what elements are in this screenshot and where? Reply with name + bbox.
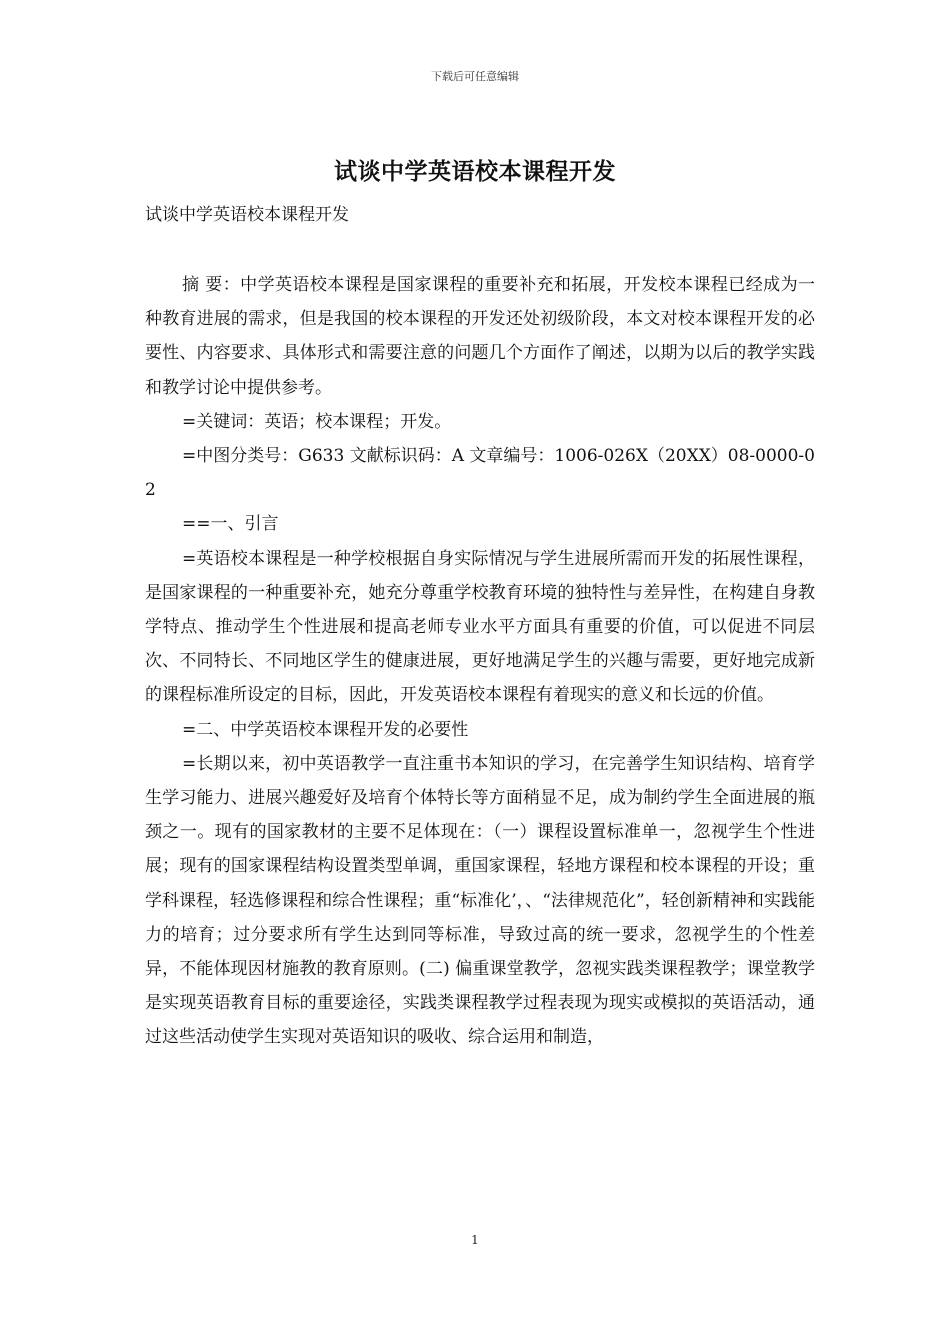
paragraph-classification: =中图分类号：G633 文献标识码：A 文章编号：1006-026X（20XX）08-0000-02 bbox=[145, 446, 815, 501]
paragraph-necessity: =长期以来，初中英语教学一直注重书本知识的学习，在完善学生知识结构、培育学生学习能力、进展兴趣爱好及培育个体特长等方面稍显不足，成为制约学生全面进展的瓶颈之一。现有的国家教材的主要不足体现在：（一）课程设置标准单一，忽视学生个性进展；现有的国家课程结构设置类型单调，重国家课程，轻地方课程和校本课程的开设；重学科课程，轻选修课程和综合性课程；重“标准化’，、“法律规范化”，轻创新精神和实践能力的培育；过分要求所有学生达到同等标准，导致过高的统一要求，忽视学生的个性差异，不能体现因材施教的教育原则。(二) 偏重课堂教学，忽视实践类课程教学；课堂教学是实现英语教育目标的重要途径，实践类课程教学过程表现为现实或模拟的英语活动，通过这些活动使学生实现对英语知识的吸收、综合运用和制造， bbox=[145, 753, 815, 1048]
page-number: 1 bbox=[471, 1233, 479, 1247]
paragraph-abstract: 摘 要：中学英语校本课程是国家课程的重要补充和拓展，开发校本课程已经成为一种教育进展的需求，但是我国的校本课程的开发还处初级阶段，本文对校本课程开发的必要性、内容要求、具体形式和需要注意的问题几个方面作了阐述，以期为以后的教学实践和教学讨论中提供参考。 bbox=[145, 275, 815, 398]
section-heading-introduction: ==一、引言 bbox=[182, 514, 279, 535]
paragraph-keywords: =关键词：英语；校本课程；开发。 bbox=[182, 411, 452, 432]
section-heading-necessity: =二、中学英语校本课程开发的必要性 bbox=[182, 719, 469, 740]
document-body bbox=[145, 268, 815, 1055]
header-note: 下载后可任意编辑 bbox=[431, 70, 519, 83]
document-subtitle: 试谈中学英语校本课程开发 bbox=[145, 205, 349, 225]
paragraph-introduction: =英语校本课程是一种学校根据自身实际情况与学生进展所需而开发的拓展性课程，是国家课程的一种重要补充，她充分尊重学校教育环境的独特性与差异性，在构建自身教学特点、推动学生个性进展和提高老师专业水平方面具有重要的价值，可以促进不同层次、不同特长、不同地区学生的健康进展，更好地满足学生的兴趣与需要，更好地完成新的课程标准所设定的目标，因此，开发英语校本课程有着现实的意义和长远的价值。 bbox=[145, 548, 815, 706]
document-title: 试谈中学英语校本课程开发 bbox=[334, 158, 616, 185]
